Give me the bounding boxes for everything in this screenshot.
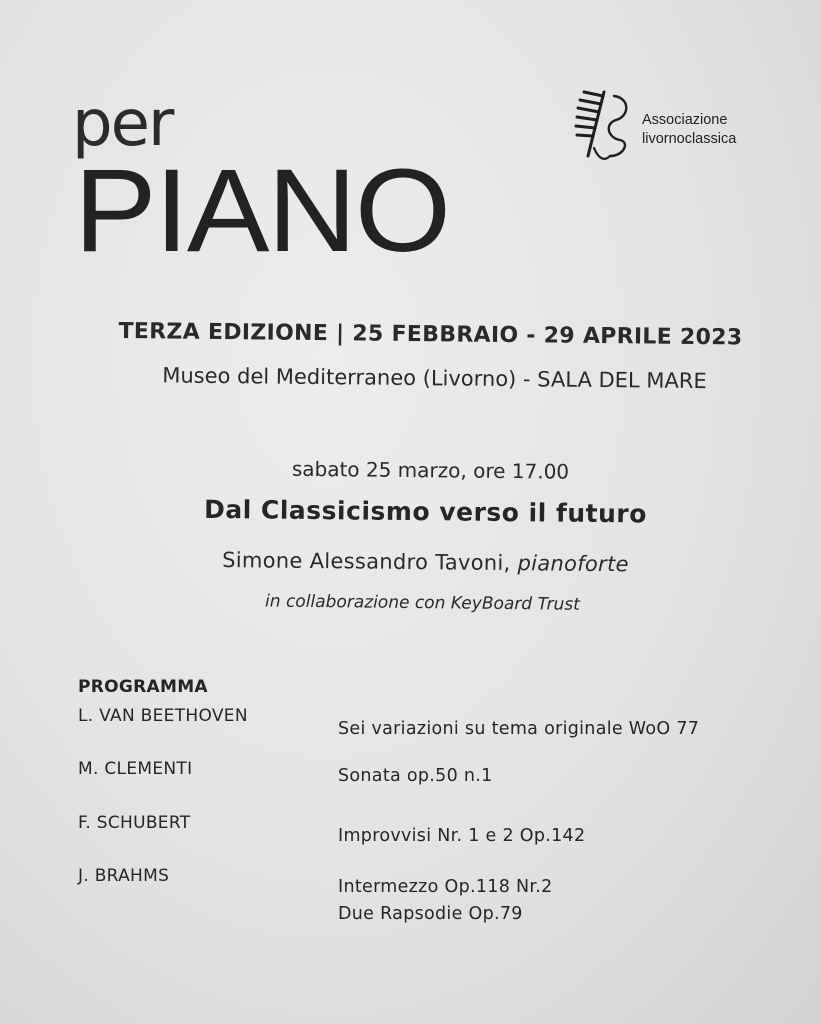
logo-piano-text: PIANO [74, 145, 450, 277]
program-item [0, 706, 821, 766]
work-title: Sonata op.50 n.1 [338, 766, 493, 786]
association-line1: Associazione [642, 112, 728, 128]
composer-name: F. SCHUBERT [78, 813, 191, 833]
violin-comb-icon [574, 86, 634, 164]
work-title: Due Rapsodie Op.79 [338, 904, 523, 924]
program-item [0, 866, 821, 926]
performer-name: Simone Alessandro Tavoni, [222, 548, 511, 576]
logo-per-text: per [72, 87, 173, 161]
association-line2: livornoclassica [642, 131, 737, 147]
performer-role: pianoforte [517, 551, 629, 577]
program-heading: PROGRAMMA [78, 677, 208, 697]
work-list [338, 716, 699, 743]
work-list [338, 823, 585, 850]
program-item [0, 759, 821, 819]
composer-name: M. CLEMENTI [78, 759, 193, 779]
venue-line: Museo del Mediterraneo (Livorno) - SALA DEL MARE [162, 363, 707, 394]
composer-name: J. BRAHMS [78, 866, 170, 886]
concert-date: sabato 25 marzo, ore 17.00 [291, 456, 570, 484]
performer-line [0, 546, 821, 579]
edition-dates: TERZA EDIZIONE | 25 FEBBRAIO - 29 APRILE 2023 [118, 318, 743, 351]
concert-title: Dal Classicismo verso il futuro [203, 494, 648, 529]
collaboration-line: in collaborazione con KeyBoard Trust [264, 591, 581, 615]
work-list [338, 874, 553, 928]
association-name [642, 111, 736, 149]
work-title: Intermezzo Op.118 Nr.2 [338, 877, 553, 897]
work-title: Sei variazioni su tema originale WoO 77 [338, 719, 700, 739]
program-item [0, 813, 821, 873]
composer-name: L. VAN BEETHOVEN [78, 706, 248, 726]
work-list [338, 763, 493, 790]
work-title: Improvvisi Nr. 1 e 2 Op.142 [338, 826, 586, 846]
